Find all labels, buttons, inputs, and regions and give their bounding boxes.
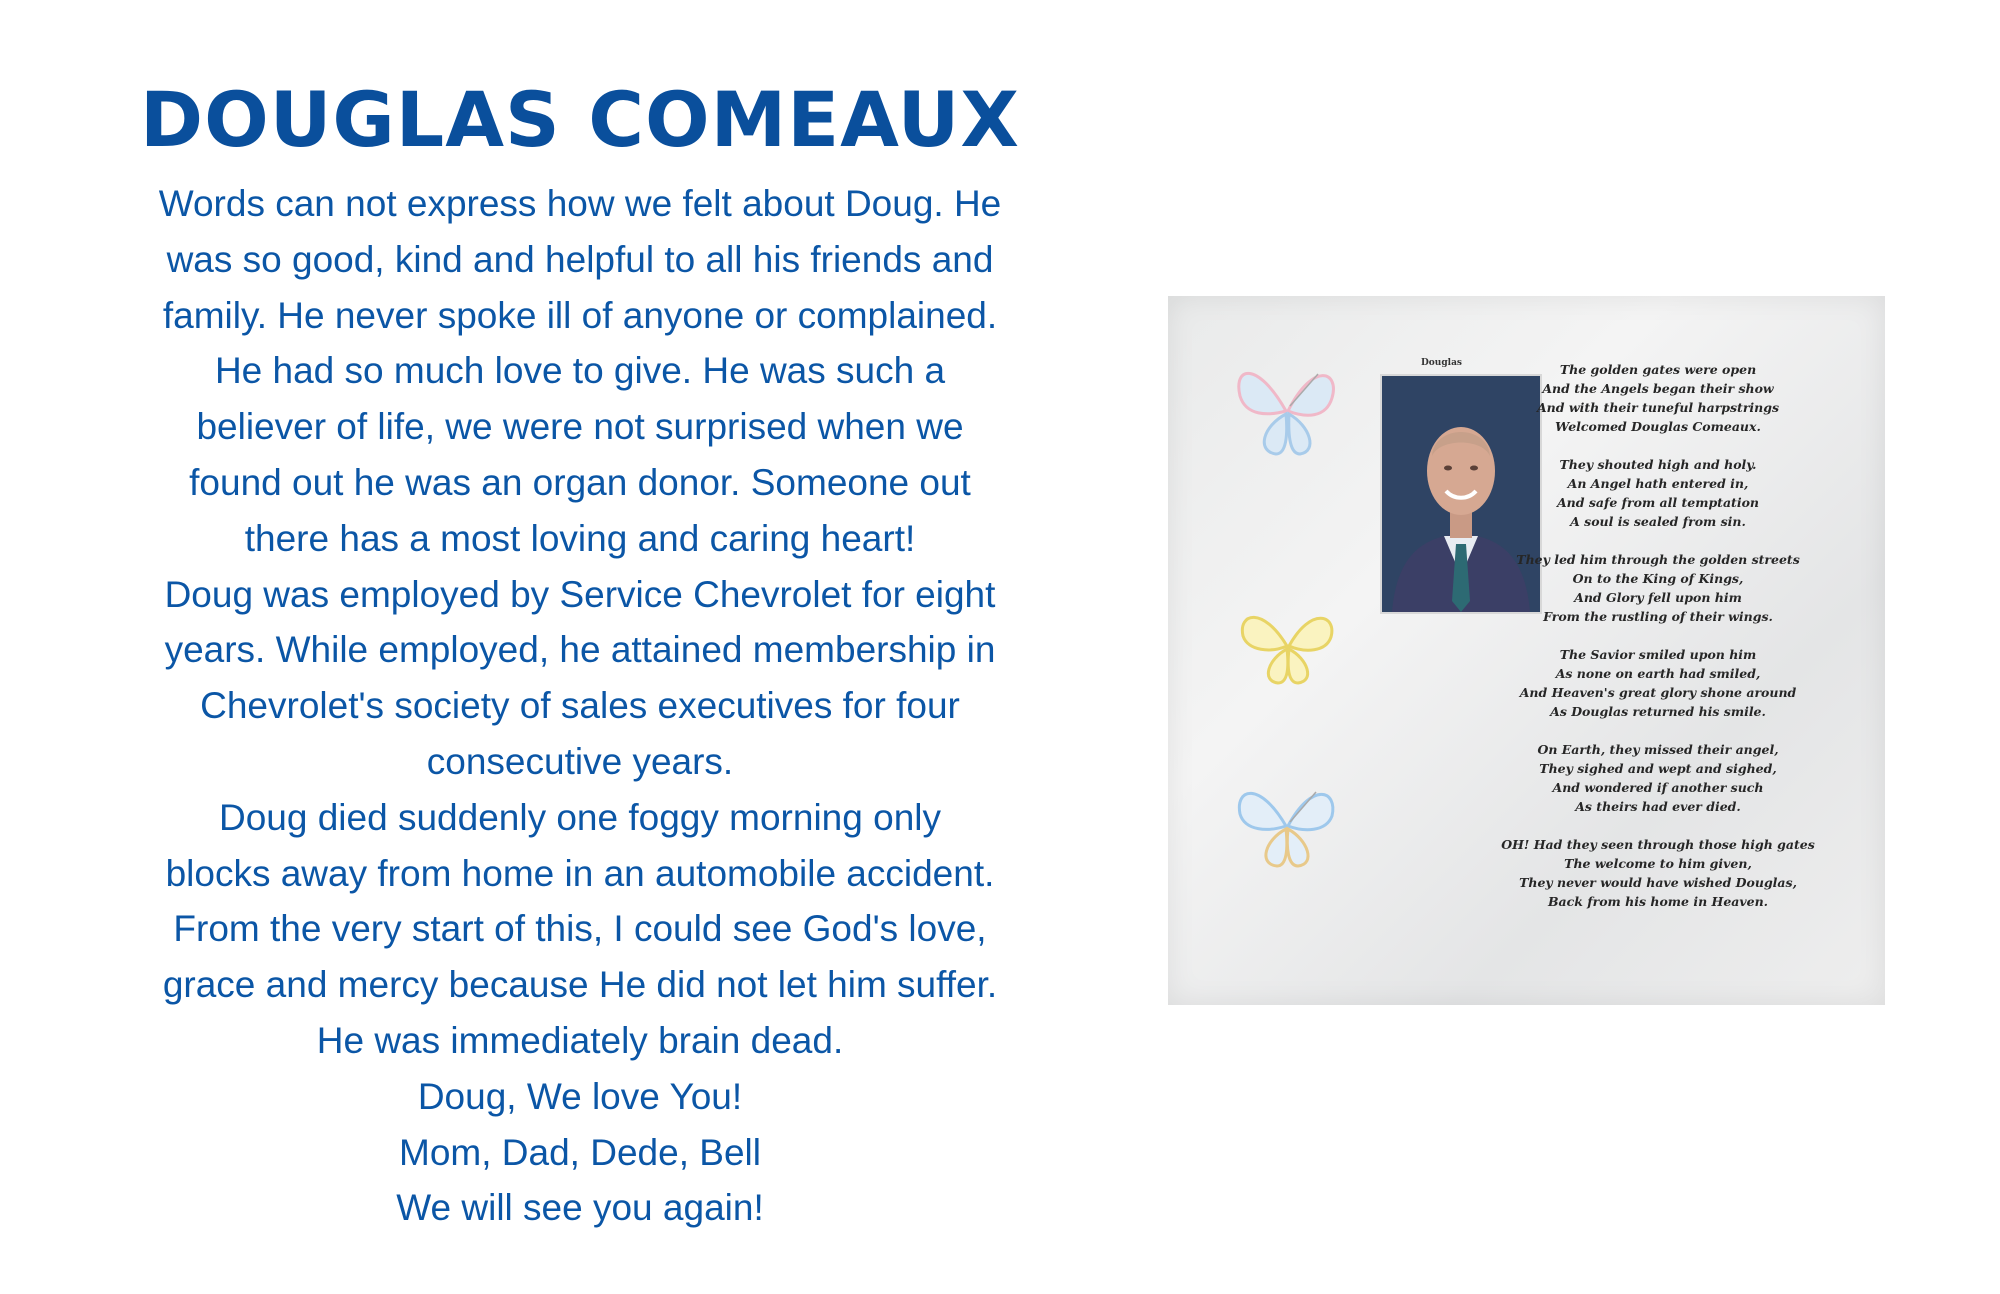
poem-line: The welcome to him given, — [1564, 856, 1752, 871]
quilt-poem — [1438, 360, 1878, 930]
tribute-line: believer of life, we were not surprised when we — [196, 406, 964, 448]
tribute-line: years. While employed, he attained membership in — [164, 629, 996, 671]
tribute-line: Chevrolet's society of sales executives for four — [200, 685, 960, 727]
tribute-line: found out he was an organ donor. Someone out — [189, 461, 971, 503]
poem-line: And wondered if another such — [1552, 780, 1764, 795]
poem-stanza — [1438, 645, 1878, 721]
tribute-line: was so good, kind and helpful to all his friends and — [166, 238, 994, 280]
poem-line: And safe from all temptation — [1556, 495, 1760, 510]
poem-line: On Earth, they missed their angel, — [1537, 742, 1779, 757]
poem-line: The golden gates were open — [1559, 362, 1757, 377]
poem-line: Back from his home in Heaven. — [1547, 894, 1769, 909]
tribute-line: We will see you again! — [396, 1187, 764, 1229]
tribute-line: blocks away from home in an automobile accident. — [165, 852, 995, 894]
tribute-line: consecutive years. — [426, 740, 734, 782]
poem-stanza — [1438, 740, 1878, 816]
poem-line: The Savior smiled upon him — [1559, 647, 1757, 662]
poem-line: On to the King of Kings, — [1572, 571, 1744, 586]
tribute-line: From the very start of this, I could see God's love, — [173, 908, 987, 950]
poem-line: They led him through the golden streets — [1516, 552, 1800, 567]
poem-stanza — [1438, 550, 1878, 626]
tribute-line: Doug was employed by Service Chevrolet for eight — [164, 573, 996, 615]
poem-stanza — [1438, 455, 1878, 531]
poem-line: As theirs had ever died. — [1575, 799, 1741, 814]
tribute-line: Doug died suddenly one foggy morning only — [219, 796, 941, 838]
tribute-text — [120, 176, 1040, 1236]
tribute-line: grace and mercy because He did not let him suffer. — [162, 964, 998, 1006]
tribute-line: Doug, We love You! — [417, 1075, 743, 1117]
page-title: DOUGLAS COMEAUX — [140, 75, 1020, 164]
poem-line: An Angel hath entered in, — [1567, 476, 1749, 491]
poem-line: A soul is sealed from sin. — [1570, 514, 1746, 529]
tribute-column — [120, 70, 1040, 1236]
tribute-line: He had so much love to give. He was such a — [214, 350, 946, 392]
butterfly-pink-icon — [1228, 356, 1348, 466]
poem-line: As Douglas returned his smile. — [1550, 704, 1766, 719]
tribute-line: Mom, Dad, Dede, Bell — [399, 1131, 761, 1173]
poem-line: And Glory fell upon him — [1574, 590, 1742, 605]
photo-caption: Douglas — [1421, 358, 1462, 368]
poem-line: They never would have wished Douglas, — [1519, 875, 1797, 890]
tribute-line: there has a most loving and caring heart! — [244, 517, 916, 559]
butterfly-yellow-icon — [1233, 601, 1343, 691]
poem-line: From the rustling of their wings. — [1543, 609, 1773, 624]
poem-line: They sighed and wept and sighed, — [1539, 761, 1777, 776]
quilt-panel-photo — [1168, 296, 1885, 1005]
poem-line: And with their tuneful harpstrings — [1536, 400, 1780, 415]
poem-line: As none on earth had smiled, — [1555, 666, 1761, 681]
tribute-line: He was immediately brain dead. — [316, 1019, 844, 1061]
poem-line: They shouted high and holy. — [1559, 457, 1757, 472]
poem-line: Welcomed Douglas Comeaux. — [1555, 419, 1761, 434]
poem-line: OH! Had they seen through those high gates — [1501, 837, 1815, 852]
poem-line: And the Angels began their show — [1542, 381, 1774, 396]
tribute-line: Words can not express how we felt about Doug. He — [158, 183, 1002, 224]
poem-stanza — [1438, 360, 1878, 436]
poem-line: And Heaven's great glory shone around — [1519, 685, 1797, 700]
butterfly-blue-icon — [1230, 776, 1345, 876]
poem-stanza — [1438, 835, 1878, 911]
tribute-line: family. He never spoke ill of anyone or complained. — [162, 294, 998, 336]
